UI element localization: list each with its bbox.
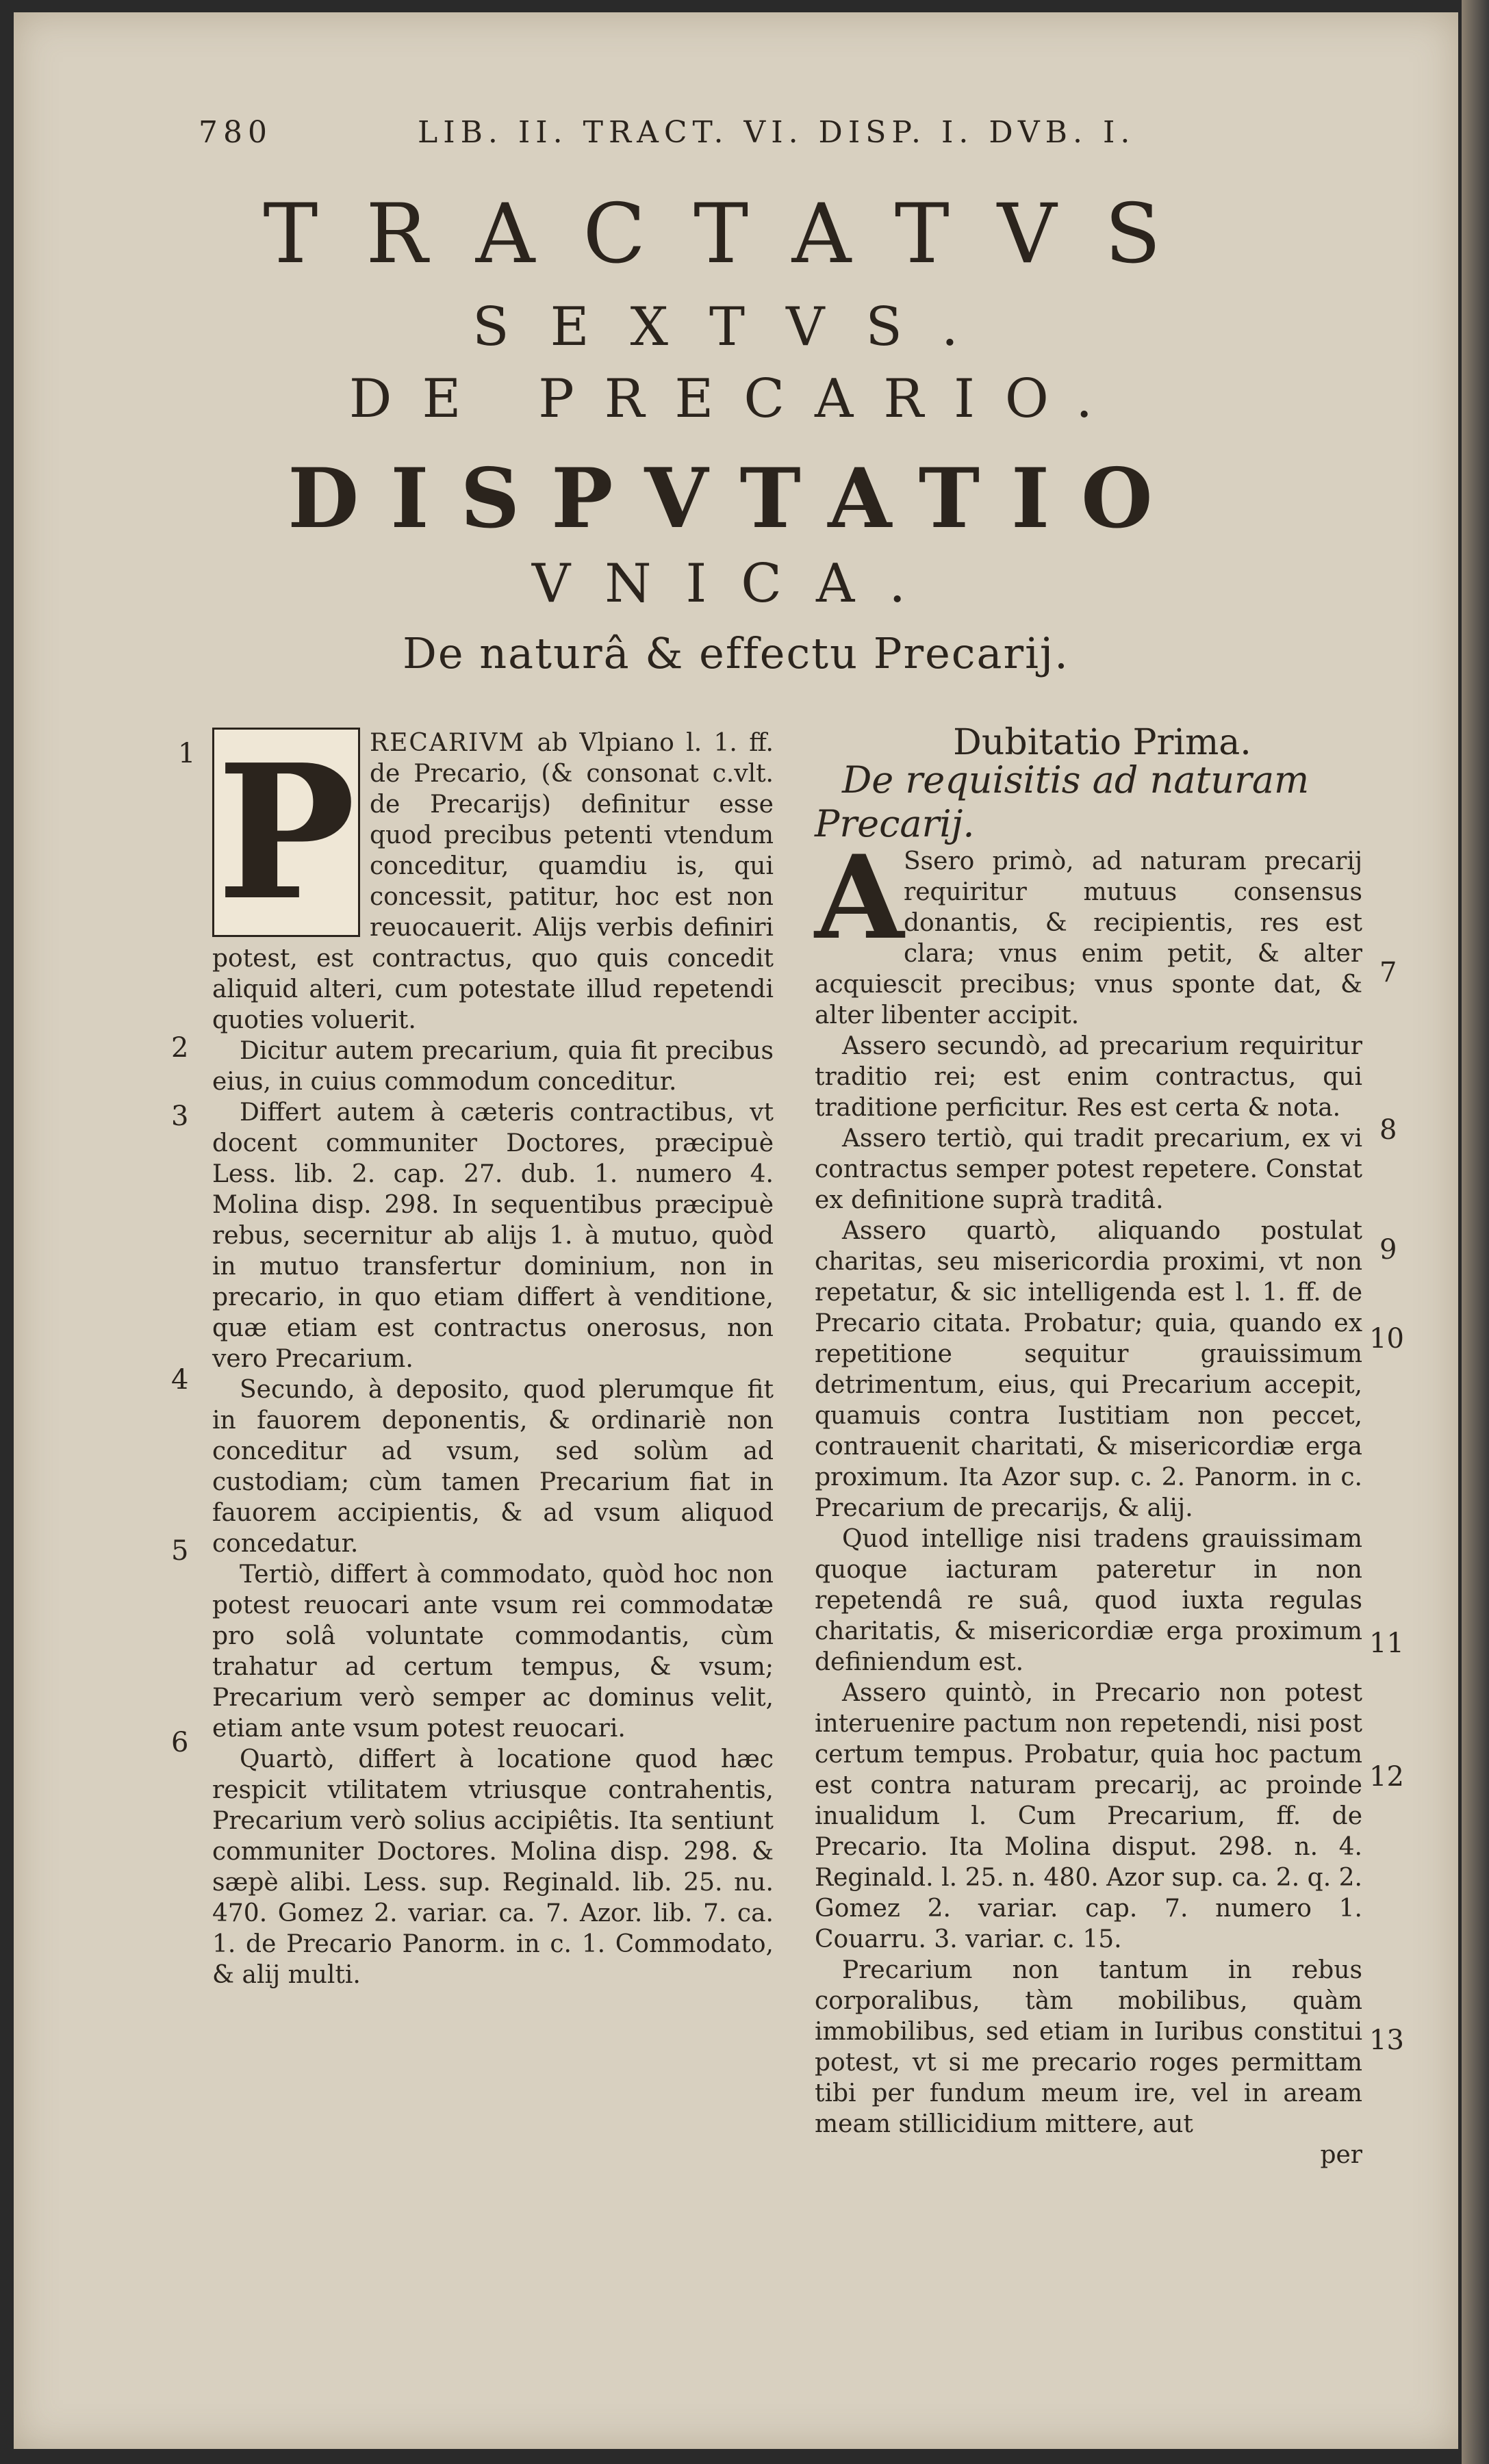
- paragraph-8: Assero secundò, ad precarium requiritur traditio rei; est enim contractus, qui traditione perficitur. Res est certa & nota.: [815, 1032, 1362, 1122]
- paragraph-5: Tertiò, differt à commodato, quòd hoc non potest reuocari ante vsum rei commodatæ pro solâ voluntate commodantis, cùm trahatur ad certum tempus, & vsum; Precarium verò semper ac dominus velit, etiam ante vsum potest reuocari.: [212, 1561, 774, 1743]
- margin-number: 11: [1369, 1628, 1404, 1659]
- margin-number: 2: [171, 1032, 189, 1064]
- margin-number: 13: [1369, 2025, 1404, 2056]
- paragraph-3: Differt autem à cæteris contractibus, vt docent communiter Doctores, præcipuè Less. lib. 2. cap. 27. dub. 1. numero 4. Molina disp. 298. In sequentibus præcipuè rebus, secernitur ab alijs 1. à mutuo, quòd in mutuo transfertur dominium, non in precario, in quo etiam differt à venditione, quæ etiam est contractus onerosus, non vero Precarium.: [212, 1099, 774, 1373]
- paragraph-13: Precarium non tantum in rebus corporalibus, tàm mobilibus, quàm immobilibus, sed etiam in Iuribus constitui potest, vt si me precario roges permittam tibi per fundum meum ire, vel in aream meam stillicidium mittere, aut: [815, 1956, 1362, 2138]
- margin-number: 12: [1369, 1761, 1404, 1793]
- decorated-initial: P: [212, 728, 360, 937]
- margin-number: 10: [1369, 1323, 1404, 1355]
- paragraph-6: Quartò, differt à locatione quod hæc respicit vtilitatem vtriusque contrahentis, Precarium verò solius accipiêtis. Ita sentiunt communiter Doctores. Molina disp. 298. & sæpè alibi. Less. sup. Reginald. lib. 25. nu. 470. Gomez 2. variar. ca. 7. Azor. lib. 7. ca. 1. de Precario Panorm. in c. 1. Commodato, & alij multi.: [212, 1745, 774, 1989]
- margin-number: 9: [1379, 1234, 1397, 1266]
- paragraph-4: Secundo, à deposito, quod plerumque fit in fauorem deponentis, & ordinariè non conceditur ad vsum, sed solùm ad custodiam; cùm tamen Precarium fiat in fauorem accipientis, & ad vsum aliquod concedatur.: [212, 1376, 774, 1558]
- margin-number: 8: [1379, 1114, 1397, 1146]
- initial-letter: A: [815, 830, 904, 965]
- right-column: [815, 722, 1362, 2170]
- margin-number: 1: [178, 738, 196, 769]
- left-column: [212, 723, 774, 1990]
- paragraph-7: A Ssero primò, ad naturam precarij requiritur mutuus consensus donantis, & recipientis, res est clara; vnus enim petit, & alter acquiescit precibus; vnus sponte dat, & alter libenter accipit.: [815, 830, 1362, 1029]
- dubitatio-title: De requisitis ad naturam Precarij.: [815, 758, 1310, 845]
- title-sextus: SEXTVS.: [472, 296, 1000, 358]
- paragraph-12: Assero quintò, in Precario non potest interuenire pactum non repetendi, nisi post certum tempus. Probatur, quia hoc pactum est contra naturam precarij, ac proinde inualidum l. Cum Precarium, ff. de Precario. Ita Molina disput. 298. n. 4. Reginald. l. 25. n. 480. Azor sup. ca. 2. q. 2. Gomez 2. variar. cap. 7. numero 1. Couarru. 3. variar. c. 15.: [815, 1679, 1362, 1953]
- margin-number: 3: [171, 1101, 189, 1132]
- dubitatio-heading: Dubitatio Prima.: [953, 722, 1251, 763]
- book-page: [14, 12, 1458, 2449]
- paragraph-10: Assero quartò, aliquando postulat charitas, seu misericordia proximi, vt non repetatur, & sic intelligenda est l. 1. ff. de Precario citata. Probatur; quia, quando ex repetitione sequitur grauissimum detrimentum, eius, qui Precarium accepit, quamuis contra Iustitiam non peccet, contrauenit charitati, & misericordiæ erga proximum. Ita Azor sup. c. 2. Panorm. in c. Precarium de precarijs, & alij.: [815, 1217, 1362, 1522]
- title-tractatus: TRACTATVS: [263, 187, 1209, 282]
- page-number: 780: [199, 115, 272, 150]
- page-edge: [1462, 0, 1489, 2464]
- title-de-precario: DE PRECARIO.: [348, 368, 1123, 430]
- paragraph-9: Assero tertiò, qui tradit precarium, ex vi contractus semper potest repetere. Constat ex definitione suprà traditâ.: [815, 1125, 1362, 1214]
- margin-number: 5: [171, 1535, 189, 1567]
- margin-number: 7: [1379, 957, 1397, 988]
- paragraph-11: Quod intellige nisi tradens grauissimam quoque iacturam pateretur in non repetendâ re suâ, quod iuxta regulas charitatis, & misericordiæ erga proximum definiendum est.: [815, 1525, 1362, 1676]
- title-unica: VNICA.: [531, 553, 941, 615]
- running-title: LIB. II. TRACT. VI. DISP. I. DVB. I.: [418, 115, 1136, 150]
- margin-number: 6: [171, 1727, 189, 1758]
- paragraph-2: Dicitur autem precarium, quia fit precibus eius, in cuius commodum conceditur.: [212, 1037, 774, 1096]
- title-subtitle: De naturâ & effectu Precarij.: [403, 628, 1069, 678]
- margin-number: 4: [171, 1364, 189, 1396]
- title-disputatio: DISPVTATIO: [288, 450, 1184, 547]
- paragraph-1: P RECARIVM ab Vlpiano l. 1. ff. de Precario, (& consonat c.vlt. de Precarijs) definitur esse quod precibus petenti vtendum conceditur, quamdiu is, qui concessit, patitur, hoc est non reuocauerit. Alijs verbis definiri potest, est contractus, quo quis concedit aliquid alteri, cum potestate illud repetendi quoties voluerit.: [212, 723, 774, 1034]
- catchword: per: [1320, 2141, 1362, 2169]
